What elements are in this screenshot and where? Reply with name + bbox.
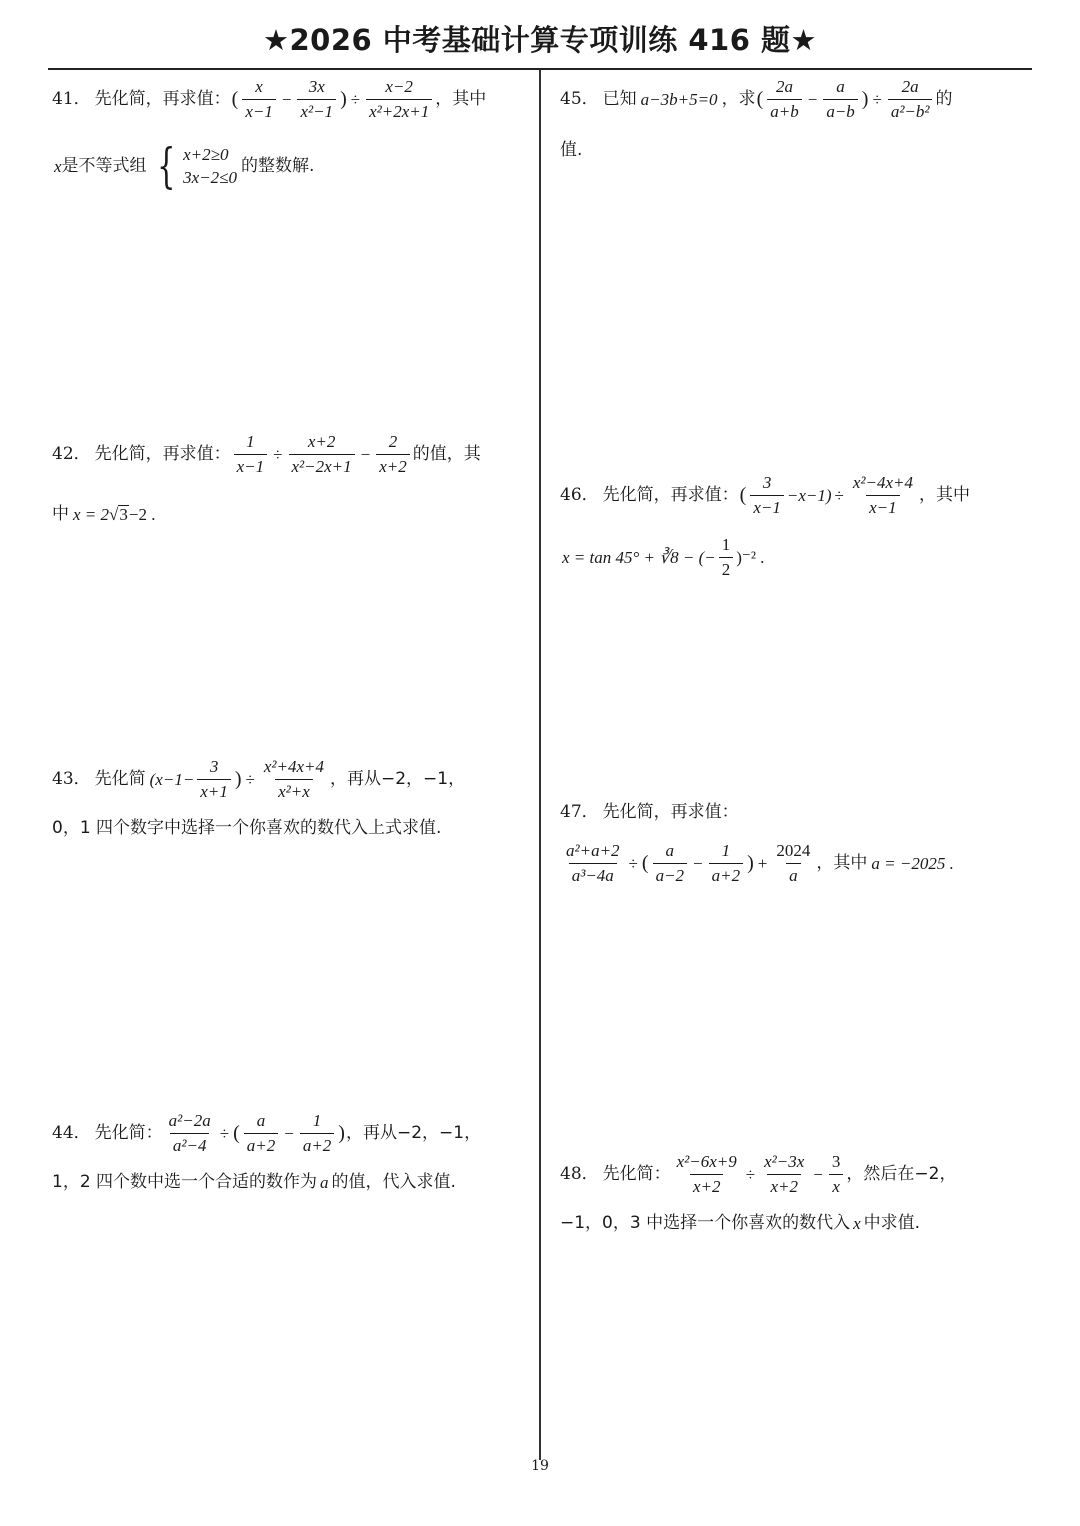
fraction: $\frac{2}{x+2}$ [376,433,410,476]
inequality-system: { x+2≥0 3x−2≤0 [156,138,237,194]
text: 是不等式组 [61,155,147,176]
problem-number: 43． [52,768,91,789]
fraction: $\frac{3x}{\text{x²−1}}$ [297,78,336,121]
expression: −x−1) [786,485,832,505]
text: 的整数解. [240,155,315,176]
fraction: $\frac{1}{a+2}$ [300,1112,334,1155]
page-number: 19 [531,1458,549,1474]
fraction: $\frac{\text{a²+a+2}}{\text{a³−4a}}$ [566,841,620,885]
fraction: $\frac{x+2}{\text{x²−2x+1}}$ [289,433,355,476]
fraction: $\frac{3}{x+1}$ [197,758,231,801]
text: ，求 [721,88,756,109]
problem-number: 48． [560,1163,599,1184]
expression: (x−1− [149,769,195,789]
instruction: 先化简，再求值： [94,88,231,109]
text: 的值，其 [412,443,481,464]
text: ，再从−2，−1， [345,1122,482,1143]
instruction: 先化简，再求值： [602,802,739,822]
fraction: $\frac{1}{a+2}$ [709,842,743,885]
fraction: $\frac{2024}{a}$ [776,841,811,885]
condition: a = −2025 . [871,853,954,873]
fraction: $\frac{1}{x-1}$ [234,433,268,476]
expression: )⁻² . [736,547,765,567]
variable: x [54,156,62,176]
radicand: 3 [119,505,128,524]
text: 的 [935,88,953,109]
text: 中求值. [863,1213,921,1233]
page-title: ★2026 中考基础计算专项训练 416 题★ [262,23,818,57]
text: ，其中 [918,484,970,505]
fraction: $\frac{\text{a²−2a}}{\text{a²−4}}$ [168,1111,211,1155]
text: −1，0，3 中选择一个你喜欢的数代入 [560,1213,851,1233]
fraction: $\frac{x}{x-1}$ [242,78,276,121]
fraction: $\frac{\text{x²−4x+4}}{x-1}$ [852,473,913,517]
text: 的值，代入求值. [331,1172,456,1192]
variable: x [853,1214,861,1233]
instruction: 先化简，再求值： [602,484,739,505]
fraction: $\frac{\text{x²+4x+4}}{\text{x²+x}}$ [263,757,324,801]
fraction: $\frac{a}{a+2}$ [244,1112,278,1155]
fraction: $\frac{a}{a-2}$ [653,842,687,885]
problem-number: 47． [560,802,599,822]
problem-number: 45． [560,88,599,109]
problem-number: 46． [560,484,599,505]
fraction: $\frac{2a}{a+b}$ [767,78,801,121]
text: 值. [560,140,583,160]
instruction: 先化简 [94,768,146,789]
fraction: $\frac{3}{x-1}$ [750,474,784,517]
text: ，然后在−2， [846,1163,957,1184]
fraction: $\frac{1}{2}$ [719,536,734,579]
column-divider [539,70,541,1460]
problem-number: 44． [52,1122,91,1143]
problem-number: 42． [52,443,91,464]
text: ，再从−2，−1， [329,768,466,789]
text: ，其中 [435,88,487,109]
variable: a [320,1173,329,1192]
inequality: x+2≥0 [183,145,229,164]
text: 中 [52,503,69,524]
fraction: $\frac{\text{x²−6x+9}}{x+2}$ [676,1152,737,1196]
instruction: 先化简： [602,1163,671,1184]
fraction: $\frac{2a}{\text{a²−b²}}$ [888,78,933,121]
expression: x = tan 45° + ∛8 − (− [562,547,716,567]
text: 已知 [602,88,637,109]
fraction: $\frac{x-2}{\text{x²+2x+1}}$ [366,78,432,121]
fraction: $\frac{3}{x}$ [829,1153,844,1196]
inequality: 3x−2≤0 [183,168,237,187]
expression: −2 . [128,504,156,524]
text: 1，2 四个数中选一个合适的数作为 [52,1172,318,1192]
text: ，其中 [816,852,868,873]
condition: a−3b+5=0 [640,89,718,109]
expression: x = 2 [73,504,110,524]
fraction: $\frac{a}{a-b}$ [823,78,857,121]
problem-number: 41． [52,88,91,109]
fraction: $\frac{\text{x²−3x}}{x+2}$ [764,1152,805,1196]
instruction: 先化简： [94,1122,163,1143]
text: 0，1 四个数字中选择一个你喜欢的数代入上式求值. [52,818,442,838]
instruction: 先化简，再求值： [94,443,231,464]
